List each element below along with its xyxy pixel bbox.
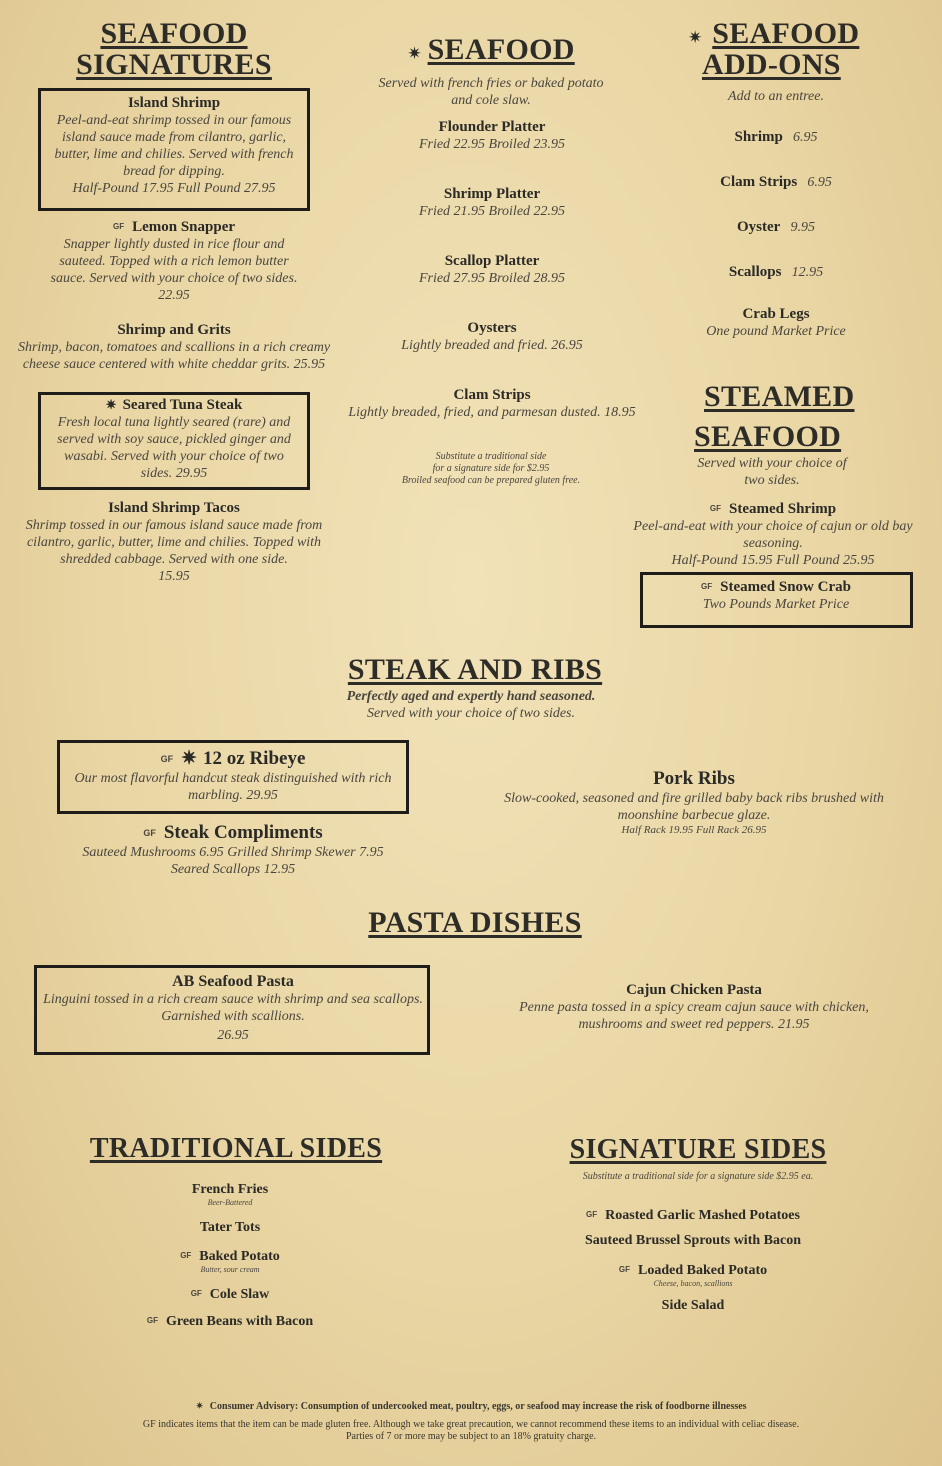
gf-badge: GF xyxy=(709,504,721,513)
side-salad: Side Salad xyxy=(661,1298,725,1313)
gf-badge: GF xyxy=(160,754,174,764)
pork-ribs-price: Half Rack 19.95 Full Rack 26.95 xyxy=(621,824,767,836)
steak-compliments-name: Steak Compliments xyxy=(163,822,323,843)
seafood-subtitle: Served with french fries or baked potato and cole slaw. xyxy=(378,76,604,108)
crab-legs-desc: One pound Market Price xyxy=(706,324,846,339)
addon-shrimp-price: 6.95 xyxy=(793,130,818,145)
snow-crab-desc: Two Pounds Market Price xyxy=(702,597,850,612)
side-garlic-mashed: Roasted Garlic Mashed Potatoes xyxy=(605,1208,800,1223)
pork-ribs-desc: Slow-cooked, seasoned and fire grilled baby back ribs brushed with moonshine barbecue glaze. xyxy=(504,791,884,823)
ribeye-desc: Our most flavorful handcut steak distinguished with rich marbling. 29.95 xyxy=(74,771,392,803)
gf-badge: GF xyxy=(112,222,125,231)
traditional-sides-list xyxy=(100,1182,360,1330)
pasta-title-text: PASTA DISHES xyxy=(368,906,582,939)
steamed-shrimp-desc: Peel-and-eat with your choice of cajun or old bay seasoning. xyxy=(633,519,913,551)
star-icon: ✷ xyxy=(688,28,703,48)
addon-scallops-price: 12.95 xyxy=(791,265,824,280)
seafood-signatures-title-line1: SEAFOOD xyxy=(100,17,248,50)
list-item xyxy=(548,1263,838,1298)
star-icon: ✷ xyxy=(105,397,117,412)
seafood-note-line1: Substitute a traditional side xyxy=(435,451,547,462)
island-shrimp-price: Half-Pound 17.95 Full Pound 27.95 xyxy=(72,181,276,196)
addons-title-line1: SEAFOOD xyxy=(712,17,860,50)
gf-badge: GF xyxy=(146,1316,158,1325)
steak-title xyxy=(300,654,650,685)
steamed-title-line2: SEAFOOD xyxy=(694,420,842,453)
gf-badge: GF xyxy=(143,828,156,838)
island-shrimp-desc: Peel-and-eat shrimp tossed in our famous island sauce made from cilantro, garlic, butter, lime and chilies. Served with french bread for dipping. xyxy=(54,113,294,179)
side-tater-tots: Tater Tots xyxy=(199,1220,261,1235)
gf-badge: GF xyxy=(618,1265,630,1274)
signature-sides-subtitle: Substitute a traditional side for a signature side $2.95 ea. xyxy=(582,1171,814,1182)
list-item xyxy=(676,306,876,340)
list-item xyxy=(100,1314,360,1330)
side-loaded-potato: Loaded Baked Potato xyxy=(637,1263,768,1278)
steamed-shrimp-price: Half-Pound 15.95 Full Pound 25.95 xyxy=(671,553,875,568)
gf-badge: GF xyxy=(701,582,713,591)
seafood-pasta-desc: Linguini tossed in a rich cream sauce with shrimp and sea scallops. Garnished with scallions. xyxy=(43,992,423,1024)
seafood-pasta-price: 26.95 xyxy=(217,1028,249,1043)
steak-compliments-line2: Seared Scallops 12.95 xyxy=(170,862,296,877)
side-french-fries: French Fries xyxy=(191,1182,269,1197)
shrimp-tacos-name: Island Shrimp Tacos xyxy=(108,500,240,516)
list-item xyxy=(548,1233,838,1263)
pasta-title xyxy=(300,907,650,938)
list-item xyxy=(676,216,876,261)
star-icon: ✷ xyxy=(181,748,198,769)
side-baked-potato-sub: Butter, sour cream xyxy=(200,1265,260,1274)
shrimp-platter-name: Shrimp Platter xyxy=(443,186,541,202)
list-item xyxy=(346,320,638,387)
shrimp-grits-desc: Shrimp, bacon, tomatoes and scallions in a rich creamy cheese sauce centered with white cheddar grits. 25.95 xyxy=(17,340,331,372)
list-item xyxy=(346,119,638,186)
signature-sides-title xyxy=(548,1134,848,1165)
seafood-signatures-title xyxy=(40,18,308,80)
snow-crab-name: Steamed Snow Crab xyxy=(720,579,851,595)
shrimp-grits-item xyxy=(14,322,334,373)
signature-sides-list xyxy=(548,1208,838,1314)
oysters-desc: Lightly breaded and fried. 26.95 xyxy=(401,338,583,353)
island-shrimp-name: Island Shrimp xyxy=(127,95,221,111)
seafood-signatures-title-line2: SIGNATURES xyxy=(76,48,272,81)
list-item xyxy=(100,1249,360,1287)
addon-clam-name: Clam Strips xyxy=(720,174,798,190)
addons-title xyxy=(688,18,888,80)
seafood-note-line2: for a signature side for $2.95 xyxy=(432,463,550,474)
list-item xyxy=(676,261,876,306)
cajun-pasta-item xyxy=(508,982,880,1033)
steak-title-text: STEAK AND RIBS xyxy=(347,653,603,686)
list-item xyxy=(548,1298,838,1314)
steamed-title-line1: STEAMED xyxy=(704,380,855,413)
star-icon: ✷ xyxy=(195,1401,204,1412)
shrimp-grits-name: Shrimp and Grits xyxy=(117,322,231,338)
steak-compliments-item xyxy=(60,822,406,878)
steak-compliments-line1: Sauteed Mushrooms 6.95 Grilled Shrimp Skewer 7.95 xyxy=(82,845,384,860)
list-item xyxy=(676,171,876,216)
tuna-steak-name: Seared Tuna Steak xyxy=(122,397,243,413)
consumer-advisory xyxy=(60,1401,882,1413)
ribeye-item xyxy=(66,747,400,804)
footer xyxy=(60,1401,882,1443)
steak-subtitle: Served with your choice of two sides. xyxy=(366,706,576,721)
shrimp-tacos-price: 15.95 xyxy=(158,569,190,584)
gratuity-note: Parties of 7 or more may be subject to an 18% gratuity charge. xyxy=(345,1431,597,1442)
gf-badge: GF xyxy=(180,1251,192,1260)
consumer-advisory-text: Consumer Advisory: Consumption of undercooked meat, poultry, eggs, or seafood may increase the risk of foodborne illnesses xyxy=(209,1401,747,1412)
island-shrimp-item xyxy=(50,95,298,197)
shrimp-tacos-desc: Shrimp tossed in our famous island sauce made from cilantro, garlic, butter, lime and chilies. Topped with shredded cabbage. Served with one side. xyxy=(25,518,323,567)
oysters-name: Oysters xyxy=(467,320,517,336)
list-item xyxy=(346,186,638,253)
signature-sides-title-text: SIGNATURE SIDES xyxy=(569,1134,827,1165)
cajun-pasta-desc: Penne pasta tossed in a spicy cream cajun sauce with chicken, mushrooms and sweet red peppers. 21.95 xyxy=(519,1000,869,1032)
scallop-platter-price: Fried 27.95 Broiled 28.95 xyxy=(418,271,566,286)
addon-oyster-name: Oyster xyxy=(737,219,781,235)
list-item xyxy=(100,1182,360,1220)
gf-note: GF indicates items that the item can be made gluten free. Although we take great precaution, we cannot recommend these items to an individual with celiac disease. xyxy=(142,1419,800,1430)
seafood-title xyxy=(346,34,636,65)
addon-shrimp-name: Shrimp xyxy=(734,129,783,145)
gf-badge: GF xyxy=(190,1289,202,1298)
steamed-title xyxy=(694,381,894,452)
steak-tagline: Perfectly aged and expertly hand seasoned. xyxy=(346,689,596,704)
clam-strips-name: Clam Strips xyxy=(453,387,531,403)
side-brussel-sprouts: Sauteed Brussel Sprouts with Bacon xyxy=(584,1233,801,1248)
tuna-steak-desc: Fresh local tuna lightly seared (rare) and served with soy sauce, pickled ginger and wasabi. Served with your choice of two sides. 29.95 xyxy=(57,415,291,481)
seafood-pasta-name: AB Seafood Pasta xyxy=(172,973,294,990)
addon-scallops-name: Scallops xyxy=(728,264,782,280)
addon-oyster-price: 9.95 xyxy=(790,220,815,235)
side-baked-potato: Baked Potato xyxy=(199,1249,280,1264)
tuna-steak-item xyxy=(52,397,296,482)
shrimp-tacos-item xyxy=(22,500,326,585)
list-item xyxy=(676,126,876,171)
seafood-pasta-item xyxy=(42,973,424,1044)
list-item xyxy=(548,1208,838,1233)
flounder-name: Flounder Platter xyxy=(438,119,546,135)
addons-title-line2: ADD-ONS xyxy=(702,48,841,81)
shrimp-platter-price: Fried 21.95 Broiled 22.95 xyxy=(418,204,566,219)
side-loaded-potato-sub: Cheese, bacon, scallions xyxy=(653,1279,733,1288)
seafood-note xyxy=(370,451,612,487)
ribeye-name: 12 oz Ribeye xyxy=(203,748,306,769)
list-item xyxy=(346,387,638,421)
gf-badge: GF xyxy=(586,1210,598,1219)
lemon-snapper-desc: Snapper lightly dusted in rice flour and sauteed. Topped with a rich lemon butter sauce. Served with your choice of two sides. xyxy=(50,237,298,286)
star-icon: ✷ xyxy=(407,44,422,64)
lemon-snapper-name: Lemon Snapper xyxy=(132,219,236,235)
pork-ribs-item xyxy=(500,768,888,836)
traditional-sides-title-text: TRADITIONAL SIDES xyxy=(89,1133,383,1164)
snow-crab-item xyxy=(646,579,906,613)
seafood-list xyxy=(346,119,638,421)
clam-strips-desc: Lightly breaded, fried, and parmesan dusted. 18.95 xyxy=(348,405,636,420)
crab-legs-name: Crab Legs xyxy=(742,306,810,322)
list-item xyxy=(100,1220,360,1249)
traditional-sides-title xyxy=(86,1133,386,1164)
seafood-title-text: SEAFOOD xyxy=(427,33,575,66)
list-item xyxy=(346,253,638,320)
addons-subtitle: Add to an entree. xyxy=(728,89,824,104)
list-item xyxy=(100,1287,360,1314)
addon-clam-price: 6.95 xyxy=(807,175,832,190)
lemon-snapper-item xyxy=(40,219,308,304)
scallop-platter-name: Scallop Platter xyxy=(444,253,540,269)
flounder-price: Fried 22.95 Broiled 23.95 xyxy=(418,137,566,152)
steamed-shrimp-name: Steamed Shrimp xyxy=(729,501,837,517)
steamed-shrimp-item xyxy=(632,501,914,569)
steamed-subtitle: Served with your choice of two sides. xyxy=(697,456,847,488)
pork-ribs-name: Pork Ribs xyxy=(653,768,735,789)
cajun-pasta-name: Cajun Chicken Pasta xyxy=(626,982,762,998)
side-cole-slaw: Cole Slaw xyxy=(209,1287,270,1302)
lemon-snapper-price: 22.95 xyxy=(158,288,190,303)
side-french-fries-sub: Beer-Battered xyxy=(207,1198,253,1207)
addons-list xyxy=(676,126,876,340)
seafood-note-line3: Broiled seafood can be prepared gluten free. xyxy=(401,475,581,486)
side-green-beans: Green Beans with Bacon xyxy=(165,1314,314,1329)
